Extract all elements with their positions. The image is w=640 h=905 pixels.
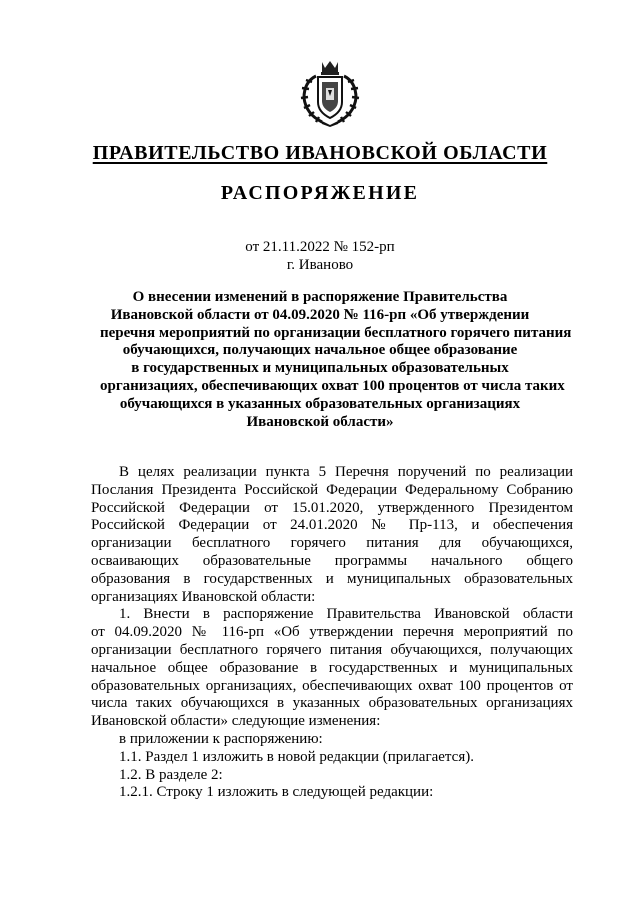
title-line: Ивановской области» [246,413,394,430]
text-line: организации бесплатного горячего питания обучающихся, получающих [91,641,573,658]
text-line: Российской Федерации от 24.01.2020 № Пр-113, и обеспечения [91,517,573,534]
document-type: РАСПОРЯЖЕНИЕ [220,182,420,204]
text-line: организации бесплатного горячего питания для обучающихся, [91,535,573,552]
government-title: ПРАВИТЕЛЬСТВО ИВАНОВСКОЙ ОБЛАСТИ [92,142,548,164]
sub-item: 1.2. В разделе 2: [119,766,223,783]
text-line: образовательных организациях, обеспечивающих охват 100 процентов от [91,677,573,694]
text-line: организациях Ивановской области: [91,588,316,605]
text-line: Ивановской области» следующие изменения: [91,713,381,730]
coat-of-arms-icon [292,58,368,128]
text-line: осваивающих образовательные программы начального общего [91,552,573,569]
title-line: обучающихся, получающих начальное общее образование [122,342,518,359]
preamble-paragraph [91,464,573,606]
text-line: 1. Внести в распоряжение Правительства Ивановской области [119,606,573,623]
text-line: Российской Федерации от 15.01.2020, утвержденного Президентом [91,499,573,516]
item-1-paragraph [91,606,573,731]
title-line: перечня мероприятий по организации бесплатного горячего питания [100,324,572,341]
text-line: числа таких обучающихся в указанных образовательных организациях [91,695,573,712]
title-line: Ивановской области от 04.09.2020 № 116-рп «Об утверждении [110,306,530,323]
document-title [100,289,572,431]
sub-item: 1.2.1. Строку 1 изложить в следующей редакции: [119,784,434,801]
text-line: В целях реализации пункта 5 Перечня поручений по реализации [119,464,573,480]
text-line: начальное общее образование в государственных и муниципальных [91,659,573,676]
title-line: в государственных и муниципальных образовательных [131,360,509,377]
document-body [91,464,573,802]
title-line: О внесении изменений в распоряжение Правительства [132,289,508,305]
sub-item: 1.1. Раздел 1 изложить в новой редакции (прилагается). [119,748,474,765]
document-date-number: от 21.11.2022 № 152-рп [245,239,395,255]
title-line: организациях, обеспечивающих охват 100 процентов от числа таких [100,377,565,394]
document-city: г. Иваново [286,257,354,273]
text-line: Послания Президента Российской Федерации Федеральному Собранию [91,481,573,498]
title-line: обучающихся в указанных образовательных организациях [119,395,521,412]
text-line: образования в государственных и муниципальных образовательных [91,570,573,587]
text-line: от 04.09.2020 № 116-рп «Об утверждении перечня мероприятий по [91,624,573,641]
sub-item: в приложении к распоряжению: [119,730,323,747]
